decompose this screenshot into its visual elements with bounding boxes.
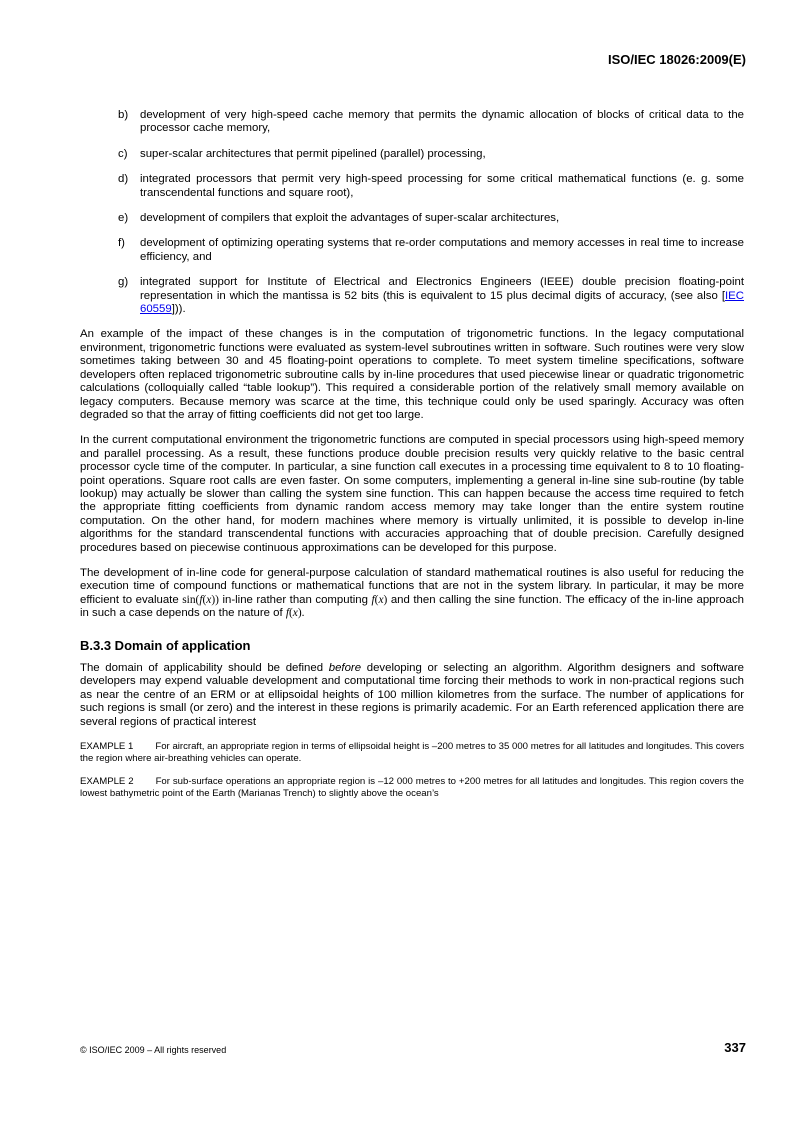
enumerated-list xyxy=(78,109,744,316)
list-item-label: e) xyxy=(118,212,129,225)
text-run: The domain of applicability should be defined xyxy=(80,662,329,674)
math-paren: ) xyxy=(383,593,388,606)
page-body xyxy=(80,109,744,811)
paragraph-domain xyxy=(80,662,744,729)
list-item-text: super-scalar architectures that permit pipelined (parallel) processing, xyxy=(140,147,486,160)
document-id-header: ISO/IEC 18026:2009(E) xyxy=(607,52,746,67)
list-item-text: development of very high-speed cache memory that permits the dynamic allocation of blocks of critical data to the processor cache memory, xyxy=(140,109,744,135)
page-number: 337 xyxy=(724,1040,746,1055)
math-f: f xyxy=(285,607,289,620)
example-text: For sub-surface operations an appropriate region is –12 000 metres to +200 metres for all latitudes and longitudes. This region covers the lowest bathymetric point of the Earth (Marianas Trench) to slightly above the ocean’s xyxy=(80,775,744,800)
example-label: EXAMPLE 1 xyxy=(80,741,134,753)
example-2 xyxy=(80,776,744,801)
math-sin: sin( xyxy=(182,593,200,606)
section-heading: B.3.3 Domain of application xyxy=(80,637,251,653)
list-item-text-end: ])). xyxy=(171,303,186,316)
math-f: f xyxy=(371,593,375,606)
list-item xyxy=(78,212,744,225)
list-item-label: g) xyxy=(118,276,129,289)
math-paren: ). xyxy=(297,607,305,620)
list-item xyxy=(78,237,744,264)
math-paren: ( xyxy=(374,593,379,606)
text-run: and then calling the sine function. The efficacy of the in-line approach in such a case depends on the nature of xyxy=(80,593,744,620)
example-label: EXAMPLE 2 xyxy=(80,775,134,787)
list-item-label: d) xyxy=(118,173,129,186)
paragraph-trig-current: In the current computational environment the trigonometric functions are computed in special processors using high-speed memory and parallel processing. As a result, these functions produce double precision results very quickly relative to the basic central processor cycle time of the computer. In particular, a sine function call executes in a processing time equivalent to 8 to 10 floating-point operations. Square root calls are even faster. On some computers, implementing a general in-line sine sub-routine (by table lookup) may actually be slower than calling the system sine function. This can happen because the access time required to fetch the appropriate fitting coefficients from dynamic random access memory may take longer than the entire system routine computation. On the other hand, for modern machines where memory is virtually unlimited, it is possible to develop in-line algorithms for the standard transcendental functions with accuracies approaching that of double precision. Carefully designed procedures based on piecewise continuous approximations can be developed for this purpose. xyxy=(80,434,744,554)
paragraph-trig-legacy: An example of the impact of these changes is in the computation of trigonometric functions. In the legacy computational environment, trigonometric functions were evaluated as system-level subroutines written in software. Such routines were very slow sometimes taking between 30 and 45 floating-point operations to complete. To meet system timeline specifications, software developers often replaced trigonometric subroutine calls by in-line procedures that used piecewise linear or quadratic trigonometric calculations (colloquially called “table lookup”). This required a considerable portion of the relatively small memory available on legacy computers. Because memory was scarce at the time, this technique could only be used sparingly. Accuracy was often degraded so that the array of fitting coefficients did not get too large. xyxy=(80,328,744,421)
list-item xyxy=(78,173,744,200)
text-run: in-line rather than computing xyxy=(218,593,372,606)
math-x: x xyxy=(378,593,384,606)
math-paren: )) xyxy=(211,593,219,606)
emphasis-before: before xyxy=(328,662,362,674)
list-item xyxy=(78,148,744,161)
math-paren: ( xyxy=(202,593,207,606)
list-item xyxy=(78,109,744,136)
list-item-text: development of compilers that exploit the advantages of super-scalar architectures, xyxy=(140,212,560,225)
math-f: f xyxy=(199,593,203,606)
example-text: For aircraft, an appropriate region in terms of ellipsoidal height is –200 metres to 35 000 metres for all latitudes and longitudes. This covers the region where air-breathing vehicles can operate. xyxy=(80,741,745,765)
math-paren: ( xyxy=(288,607,293,620)
list-item-label: c) xyxy=(118,147,128,160)
math-x: x xyxy=(292,607,298,620)
list-item-label: b) xyxy=(118,109,129,121)
math-x: x xyxy=(206,593,212,606)
example-1 xyxy=(80,741,744,766)
list-item-label: f) xyxy=(118,237,125,250)
paragraph-inline-code xyxy=(80,567,744,621)
text-run: The development of in-line code for general-purpose calculation of standard mathematical routines is also useful for reducing the execution time of compound functions or mathematical functions that are not in the system library. In particular, it may be more efficient to evaluate xyxy=(80,566,744,606)
copyright-footer: © ISO/IEC 2009 – All rights reserved xyxy=(80,1045,227,1055)
list-item-text: integrated support for Institute of Electrical and Electronics Engineers (IEEE) double precision floating-point representation in which the mantissa is 52 bits (this is equivalent to 15 plus decimal digits of accuracy, (see also [ xyxy=(140,276,744,302)
list-item xyxy=(78,276,744,316)
text-run: developing or selecting an algorithm. Algorithm designers and software developers may expend valuable development and computational time forcing their methods to work in non-practical regions such as near the centre of an ERM or at ellipsoidal heights of 100 million kilometres from the surface. The number of applications for such regions is small (or zero) and the interest in these regions is primarily academic. For an Earth referenced application there are several regions of practical interest xyxy=(80,662,744,728)
iec-60559-link[interactable]: IEC 60559 xyxy=(140,289,744,316)
list-item-text: development of optimizing operating systems that re-order computations and memory accesses in real time to increase efficiency, and xyxy=(140,237,744,263)
list-item-text: integrated processors that permit very high-speed processing for some critical mathematical functions (e. g. some transcendental functions and square root), xyxy=(140,173,744,199)
